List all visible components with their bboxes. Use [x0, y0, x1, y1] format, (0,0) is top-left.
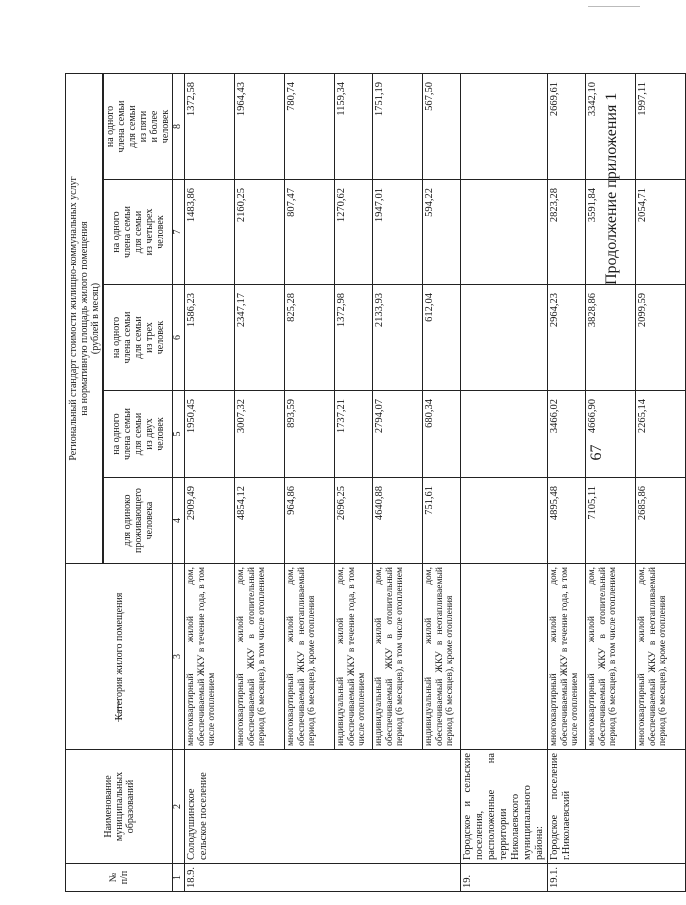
category-cell: многоквартирный жилой дом, обеспечиваемый ЖКУ в отопительный период (6 месяцев), в том числе отоплением	[586, 564, 636, 750]
value-cell: 807,47	[285, 180, 335, 285]
standards-table	[65, 73, 686, 892]
col-number: 3	[173, 564, 185, 750]
header-col-five: на одного члена семьи для семьи из пяти и более человек	[104, 73, 173, 179]
header-col-four: на одного члена семьи для семьи из четырех человек	[104, 180, 173, 285]
value-cell: 2133,93	[373, 285, 423, 391]
col-number: 6	[173, 285, 185, 391]
value-cell: 2160,25	[235, 180, 285, 285]
value-cell: 2669,61	[548, 73, 586, 179]
value-cell: 2909,49	[185, 478, 235, 564]
value-cell: 1950,45	[185, 391, 235, 478]
value-cell: 1270,62	[335, 180, 373, 285]
appendix-title: Продолжение приложения 1	[603, 92, 620, 285]
value-cell: 2685,86	[636, 478, 686, 564]
value-cell: 2347,17	[235, 285, 285, 391]
category-cell: многоквартирный жилой дом, обеспечиваемый ЖКУ в течение года, в том числе отоплением	[185, 564, 235, 750]
header-numbers-row	[173, 73, 185, 891]
value-cell: 1947,01	[373, 180, 423, 285]
value-cell: 4854,12	[235, 478, 285, 564]
table-row	[185, 73, 235, 891]
header-standard: Региональный стандарт стоимости жилищно-коммунальных услуг на нормативную площадь жилого помещения (рублей в месяц)	[66, 73, 103, 563]
value-cell: 680,34	[423, 391, 461, 478]
col-number: 4	[173, 478, 185, 564]
value-cell: 751,61	[423, 478, 461, 564]
value-cell: 1372,98	[335, 285, 373, 391]
header-col-three: на одного члена семьи для семьи из трех человек	[104, 285, 173, 391]
value-cell: 1751,19	[373, 73, 423, 179]
value-cell: 893,59	[285, 391, 335, 478]
row-number: 19.	[461, 864, 548, 892]
value-cell: 2054,71	[636, 180, 686, 285]
value-cell: 2794,07	[373, 391, 423, 478]
value-cell: 3342,10	[586, 73, 636, 179]
header-municipality: Наименование муниципальных образований	[66, 750, 173, 864]
col-number: 5	[173, 391, 185, 478]
municipality-name: Городское поселение г.Николаевский	[548, 750, 686, 864]
value-cell: 1997,11	[636, 73, 686, 179]
row-number: 19.1.	[548, 864, 686, 892]
header-num: № п/п	[66, 864, 173, 892]
category-cell: многоквартирный жилой дом, обеспечиваемый ЖКУ в неотапливаемый период (6 месяцев), кроме отопления	[636, 564, 686, 750]
value-cell: 964,86	[285, 478, 335, 564]
page-number: 67	[588, 444, 605, 461]
header-category: Категория жилого помещения	[66, 564, 173, 750]
value-cell: 780,74	[285, 73, 335, 179]
value-cell: 2265,14	[636, 391, 686, 478]
value-cell: 3466,02	[548, 391, 586, 478]
value-cell: 7105,11	[586, 478, 636, 564]
municipality-name: Солодушинское сельское поселение	[185, 750, 461, 864]
table-row	[548, 73, 586, 891]
value-cell: 4640,88	[373, 478, 423, 564]
value-cell: 2964,23	[548, 285, 586, 391]
header-col-two: на одного члена семьи для семьи из двух человек	[104, 391, 173, 478]
header-col-single: для одиноко проживающего человека	[104, 478, 173, 564]
value-cell: 1737,21	[335, 391, 373, 478]
value-cell: 1483,86	[185, 180, 235, 285]
category-cell: индивидуальный жилой дом, обеспечиваемый ЖКУ в отопительный период (6 месяцев), в том числе отоплением	[373, 564, 423, 750]
col-number: 7	[173, 180, 185, 285]
value-cell: 1586,23	[185, 285, 235, 391]
value-cell: 3007,32	[235, 391, 285, 478]
category-cell: индивидуальный жилой дом, обеспечиваемый ЖКУ в течение года, в том числе отоплением	[335, 564, 373, 750]
value-cell: 1159,34	[335, 73, 373, 179]
municipality-name: Городское и сельские поселения, расположенные на территории Николаевского муниципального района:	[461, 750, 548, 864]
table-row	[461, 73, 548, 891]
value-cell: 4666,90	[586, 391, 636, 478]
category-cell: многоквартирный жилой дом, обеспечиваемый ЖКУ в отопительный период (6 месяцев), в том числе отоплением	[235, 564, 285, 750]
value-cell: 1372,58	[185, 73, 235, 179]
category-cell: многоквартирный жилой дом, обеспечиваемый ЖКУ в течение года, в том числе отоплением	[548, 564, 586, 750]
col-number: 1	[173, 864, 185, 892]
value-cell: 825,28	[285, 285, 335, 391]
value-cell: 567,50	[423, 73, 461, 179]
value-cell: 4895,48	[548, 478, 586, 564]
value-cell: 3591,84	[586, 180, 636, 285]
value-cell: 594,22	[423, 180, 461, 285]
value-cell: 3828,86	[586, 285, 636, 391]
value-cell: 2696,25	[335, 478, 373, 564]
col-number: 2	[173, 750, 185, 864]
value-cell: 2099,59	[636, 285, 686, 391]
value-cell: 612,04	[423, 285, 461, 391]
category-cell: многоквартирный жилой дом, обеспечиваемый ЖКУ в неотапливаемый период (6 месяцев), кроме отопления	[285, 564, 335, 750]
category-cell: индивидуальный жилой дом, обеспечиваемый ЖКУ в неотапливаемый период (6 месяцев), кроме отопления	[423, 564, 461, 750]
value-cell: 2823,28	[548, 180, 586, 285]
col-number: 8	[173, 73, 185, 179]
row-number: 18.9.	[185, 864, 461, 892]
value-cell: 1964,43	[235, 73, 285, 179]
